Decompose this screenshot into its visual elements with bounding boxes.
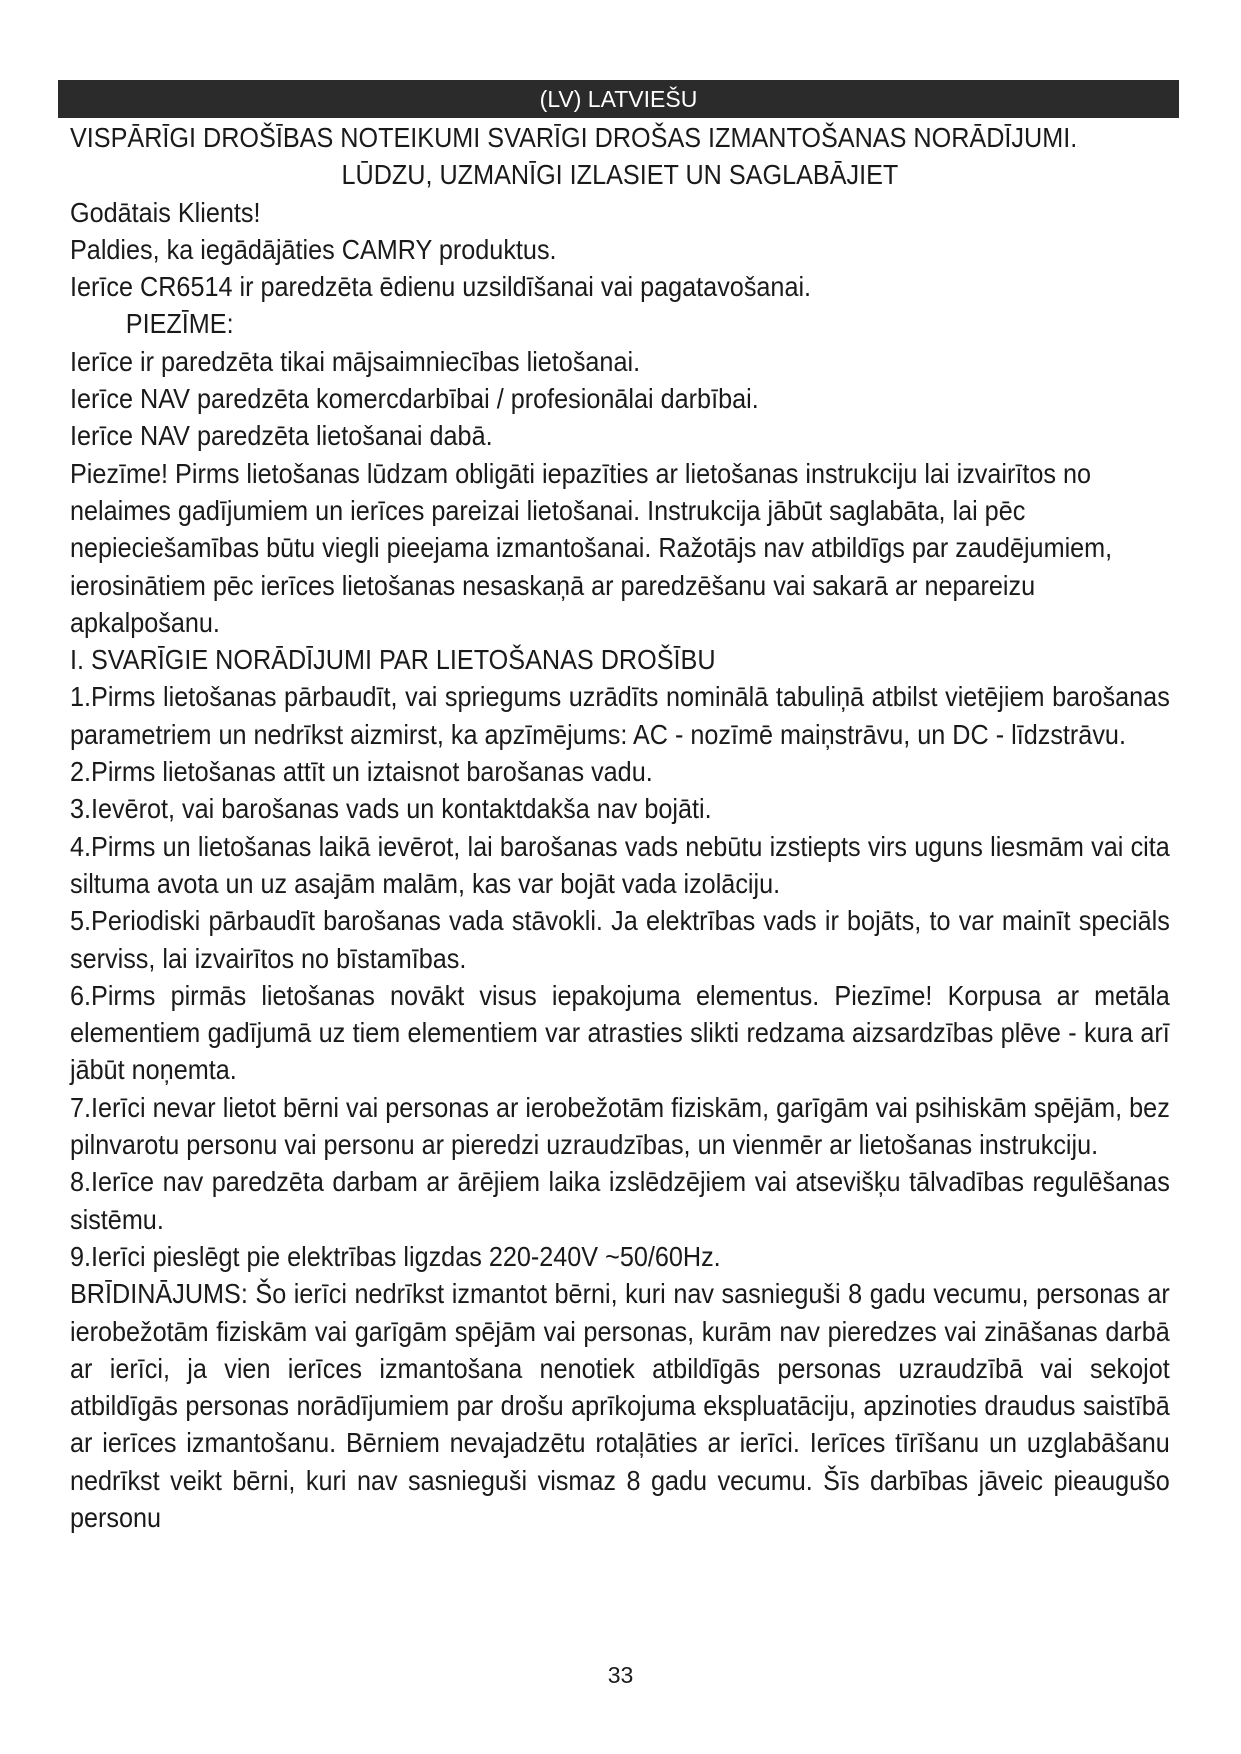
purpose-line: Ierīce CR6514 ir paredzēta ēdienu uzsildīšanai vai pagatavošanai. — [70, 271, 812, 303]
children-warning-paragraph: BRĪDINĀJUMS: Šo ierīci nedrīkst izmantot bērni, kuri nav sasnieguši 8 gadu vecumu, personas ar ierobežotām fiziskām vai garīgām spējām vai personas, kurām nav pieredzes vai zināšanas darbā ar ierīci, ja vien ierīces izmantošana nenotiek atbildīgās personas uzraudzībā vai sekojot atbildīgās personas norādījumiem par drošu aprīkojuma ekspluatāciju, apzinoties draudus saistībā ar ierīces izmantošanu. Bērniem nevajadzētu rotaļāties ar ierīci. Ierīces tīrīšanu un uzglabāšanu nedrīkst veikt bērni, kuri nav sasnieguši vismaz 8 gadu vecumu. Šīs darbības jāveic pieaugušo personu — [70, 1278, 1170, 1533]
language-header-bar: (LV) LATVIEŠU — [58, 80, 1179, 118]
note-line-2: Ierīce NAV paredzēta komercdarbībai / profesionālai darbībai. — [70, 383, 759, 415]
list-item: 2.Pirms lietošanas attīt un iztaisnot barošanas vadu. — [70, 756, 653, 788]
greeting: Godātais Klients! — [70, 196, 261, 228]
title-line-1: VISPĀRĪGI DROŠĪBAS NOTEIKUMI SVARĪGI DROŠAS IZMANTOŠANAS NORĀDĪJUMI. — [70, 122, 1078, 153]
warning-paragraph: Piezīme! Pirms lietošanas lūdzam obligāti iepazīties ar lietošanas instrukciju lai izvairītos no nelaimes gadījumiem un ierīces pareizai lietošanai. Instrukcija jābūt saglabāta, lai pēc nepieciešamības būtu viegli pieejama izmantošanai. Ražotājs nav atbildīgs par zaudējumiem, ierosinātiem pēc ierīces lietošanas nesaskaņā ar paredzēšanu vai sakarā ar nepareizu apkalpošanu. — [70, 457, 1113, 638]
document-body — [70, 119, 1170, 1536]
list-item: 1.Pirms lietošanas pārbaudīt, vai spriegums uzrādīts nominālā tabuliņā atbilst vietējiem barošanas parametriem un nedrīkst aizmirst, ka apzīmējums: AC - nozīmē maiņstrāvu, un DC - līdzstrāvu. — [70, 681, 1170, 750]
page-number: 33 — [607, 1662, 634, 1688]
list-item: 3.Ievērot, vai barošanas vads un kontaktdakša nav bojāti. — [70, 793, 712, 825]
list-item: 7.Ierīci nevar lietot bērni vai personas ar ierobežotām fiziskām, garīgām vai psihiskām spējām, bez pilnvarotu personu vai personu ar pieredzi uzraudzības, un vienmēr ar lietošanas instrukciju. — [70, 1091, 1170, 1161]
list-item: 5.Periodiski pārbaudīt barošanas vada stāvokli. Ja elektrības vads ir bojāts, to var mainīt speciāls serviss, lai izvairītos no bīstamības. — [70, 905, 1170, 974]
list-item: 9.Ierīci pieslēgt pie elektrības ligzdas 220-240V ~50/60Hz. — [70, 1240, 721, 1272]
note-line-1: Ierīce ir paredzēta tikai mājsaimniecības lietošanai. — [70, 345, 641, 377]
list-item: 8.Ierīce nav paredzēta darbam ar ārējiem laika izslēdzējiem vai atsevišķu tālvadības regulēšanas sistēmu. — [70, 1166, 1170, 1235]
thanks-line: Paldies, ka iegādājāties CAMRY produktus. — [70, 233, 557, 265]
list-item: 6.Pirms pirmās lietošanas novākt visus iepakojuma elementus. Piezīme! Korpusa ar metāla elementiem gadījumā uz tiem elementiem var atrasties slikti redzama aizsardzības plēve - kura arī jābūt noņemta. — [70, 979, 1170, 1086]
note-heading: PIEZĪME: — [125, 308, 234, 340]
section-heading: I. SVARĪGIE NORĀDĪJUMI PAR LIETOŠANAS DROŠĪBU — [70, 644, 716, 676]
title-line-2: LŪDZU, UZMANĪGI IZLASIET UN SAGLABĀJIET — [341, 159, 899, 191]
note-line-3: Ierīce NAV paredzēta lietošanai dabā. — [70, 420, 493, 452]
list-item: 4.Pirms un lietošanas laikā ievērot, lai barošanas vads nebūtu izstiepts virs uguns liesmām vai cita siltuma avota un uz asajām malām, kas var bojāt vada izolāciju. — [70, 830, 1170, 899]
